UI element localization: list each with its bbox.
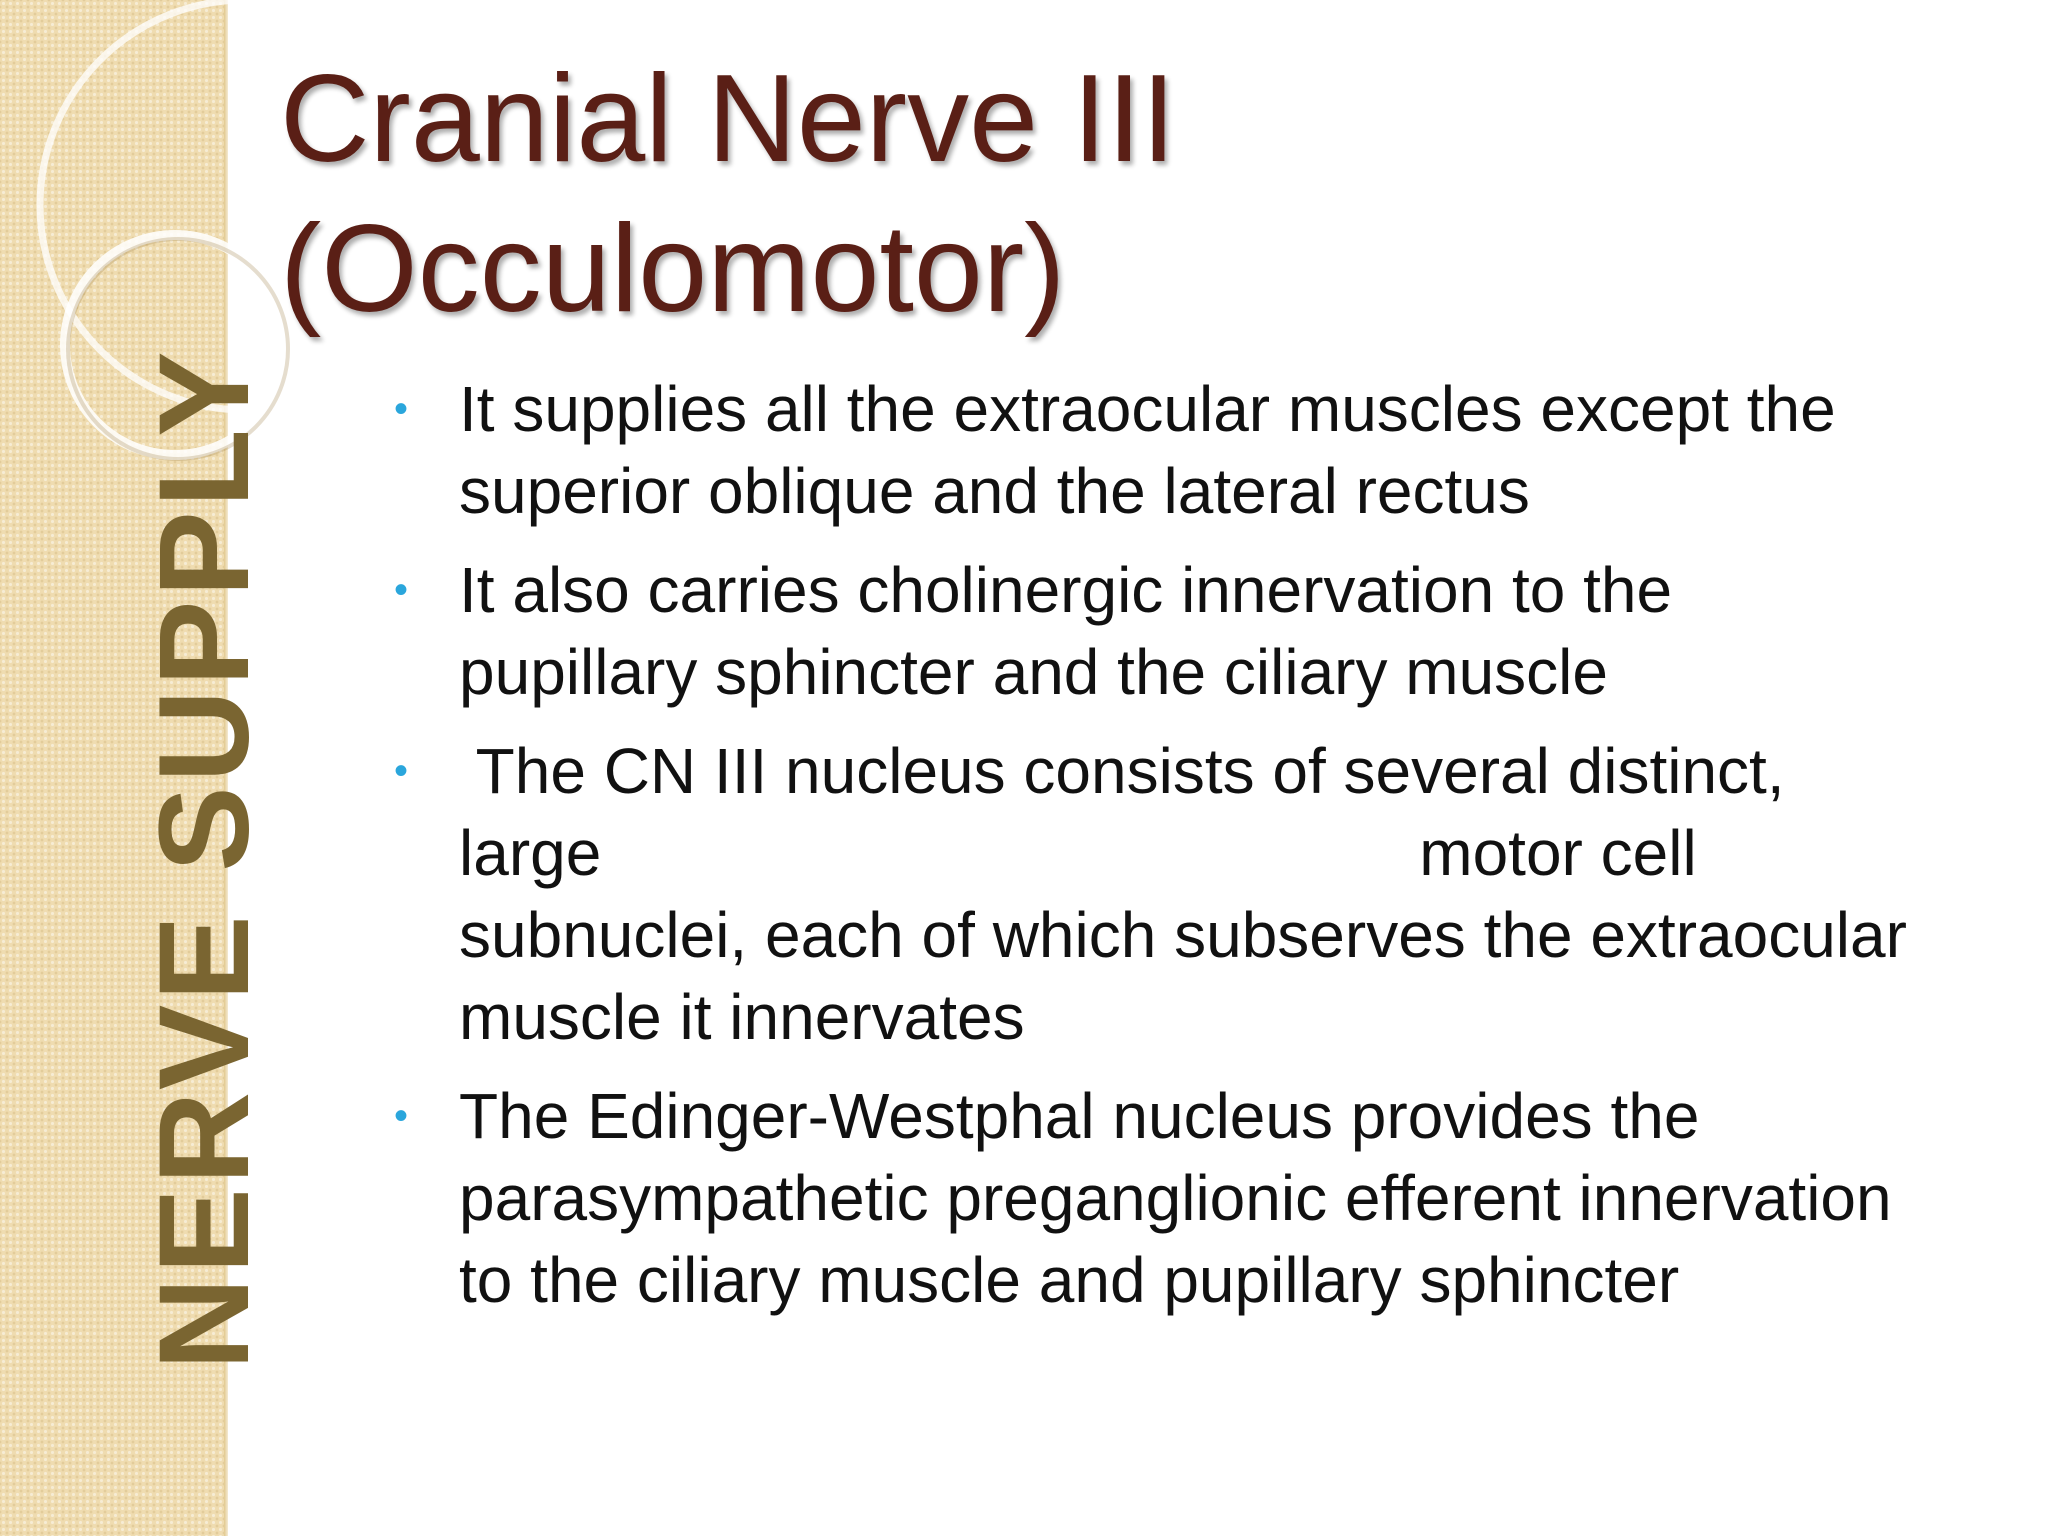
bullet-item — [394, 1075, 2014, 1321]
bullet-line: subnuclei, each of which subserves the extraocular — [459, 899, 1907, 971]
bullet-line: muscle it innervates — [459, 981, 1025, 1053]
bullet-item — [394, 730, 2014, 1058]
bullet-dot-icon: • — [394, 568, 409, 612]
bullet-line: superior oblique and the lateral rectus — [459, 455, 1530, 527]
bullet-line: It supplies all the extraocular muscles except the — [459, 373, 1836, 445]
bullet-dot-icon: • — [394, 1094, 409, 1138]
bullet-line: It also carries cholinergic innervation to the — [459, 554, 1673, 626]
bullet-item — [394, 549, 2014, 713]
bullet-line: The CN III nucleus consists of several distinct, — [459, 735, 1785, 807]
side-label-nerve-supply: NERVE SUPPLY — [133, 347, 276, 1370]
bullet-line: large motor cell — [459, 817, 1697, 889]
bullet-line: pupillary sphincter and the ciliary muscle — [459, 636, 1608, 708]
title-line-1: Cranial Nerve III — [280, 50, 1176, 188]
title-line-2: (Occulomotor) — [280, 200, 1066, 338]
bullet-line: to the ciliary muscle and pupillary sphincter — [459, 1244, 1680, 1316]
bullet-line: The Edinger-Westphal nucleus provides the — [459, 1080, 1700, 1152]
bullet-dot-icon: • — [394, 749, 409, 793]
slide-title — [280, 44, 1176, 344]
bullet-list — [394, 368, 2014, 1338]
bullet-line: parasympathetic preganglionic efferent innervation — [459, 1162, 1892, 1234]
bullet-item — [394, 368, 2014, 532]
bullet-dot-icon: • — [394, 387, 409, 431]
